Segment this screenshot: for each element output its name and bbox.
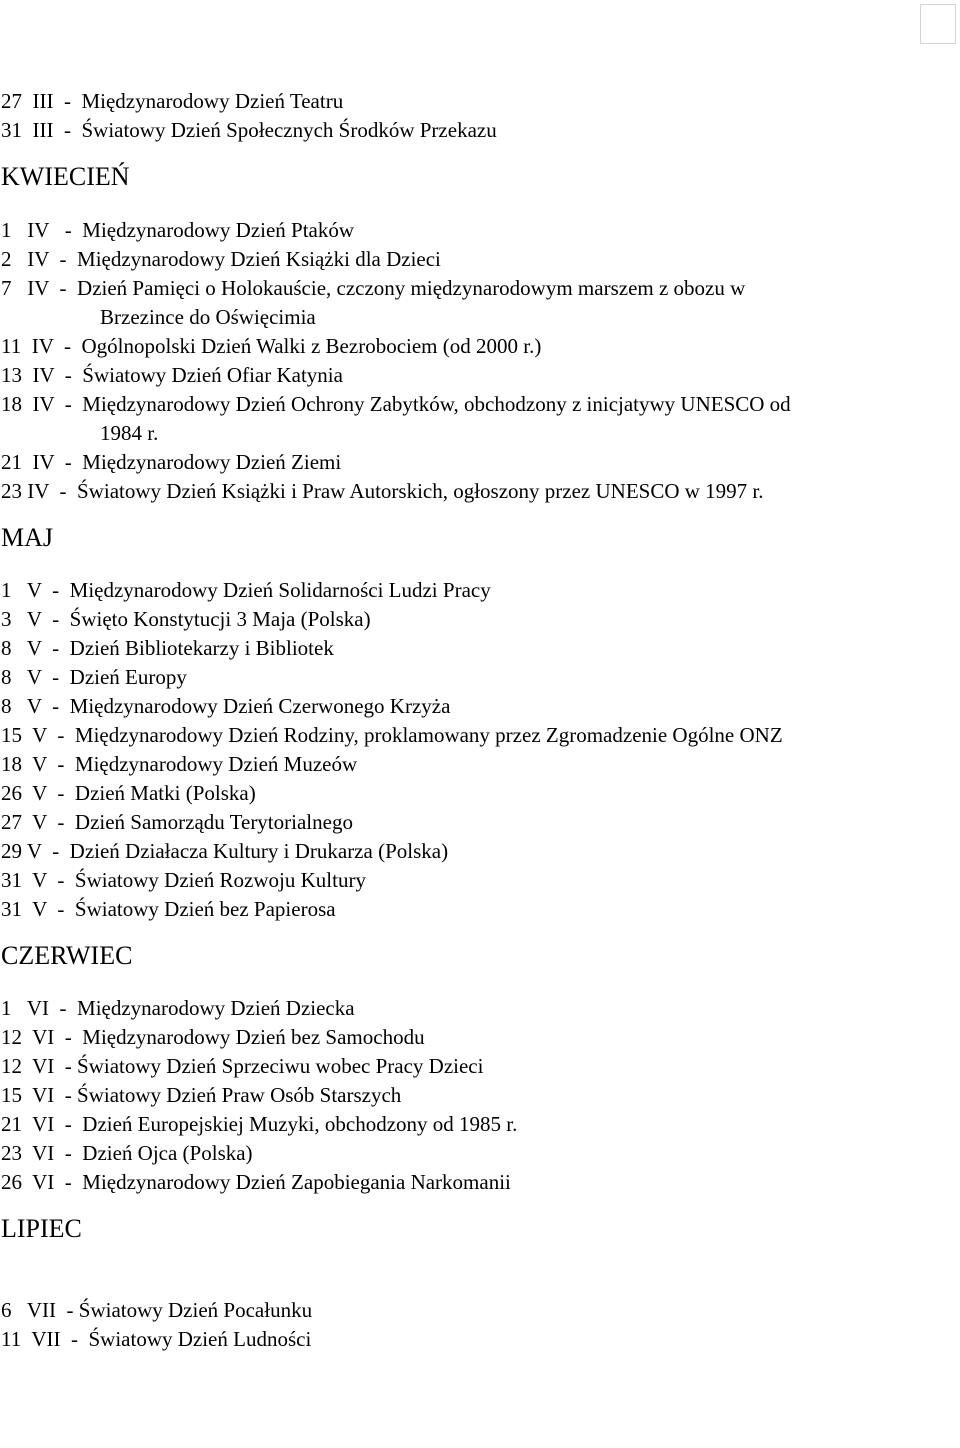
list-item (1, 477, 956, 506)
entry-text: 3 V - Święto Konstytucji 3 Maja (Polska) (1, 607, 371, 631)
list-item (1, 721, 956, 750)
list-item-continuation (1, 419, 956, 448)
entry-text: 26 VI - Międzynarodowy Dzień Zapobiegania Narkomanii (1, 1170, 511, 1194)
entry-text: 23 VI - Dzień Ojca (Polska) (1, 1141, 253, 1165)
list-item (1, 1139, 956, 1168)
list-item (1, 1052, 956, 1081)
list-item (1, 390, 956, 419)
list-item (1, 332, 956, 361)
entry-text: 27 III - Międzynarodowy Dzień Teatru (1, 89, 344, 113)
list-item (1, 448, 956, 477)
list-item (1, 866, 956, 895)
entry-text: 1 V - Międzynarodowy Dzień Solidarności Ludzi Pracy (1, 578, 491, 602)
entry-text: 31 III - Światowy Dzień Społecznych Środków Przekazu (1, 118, 497, 142)
entry-text: 6 VII - Światowy Dzień Pocałunku (1, 1298, 313, 1322)
entry-text: 1 VI - Międzynarodowy Dzień Dziecka (1, 996, 355, 1020)
entry-text: 11 IV - Ogólnopolski Dzień Walki z Bezrobociem (od 2000 r.) (1, 334, 542, 358)
entry-text: 11 VII - Światowy Dzień Ludności (1, 1327, 312, 1351)
entry-text: 1 IV - Międzynarodowy Dzień Ptaków (1, 218, 355, 242)
list-item (1, 216, 956, 245)
list-item (1, 1110, 956, 1139)
list-item (1, 663, 956, 692)
entry-text: 21 IV - Międzynarodowy Dzień Ziemi (1, 450, 342, 474)
list-item (1, 750, 956, 779)
entry-text: 1984 r. (100, 421, 159, 445)
entry-text: Brzezince do Oświęcimia (100, 305, 316, 329)
entry-text: 29 V - Dzień Działacza Kultury i Drukarza (Polska) (1, 839, 449, 863)
document-page (1, 87, 956, 1354)
list-item (1, 605, 956, 634)
list-item (1, 634, 956, 663)
section-heading-april: KWIECIEŃ (1, 162, 130, 191)
entry-text: 23 IV - Światowy Dzień Książki i Praw Autorskich, ogłoszony przez UNESCO w 1997 r. (1, 479, 764, 503)
entry-text: 26 V - Dzień Matki (Polska) (1, 781, 256, 805)
list-item (1, 1296, 956, 1325)
list-item (1, 692, 956, 721)
list-item (1, 576, 956, 605)
entry-text: 12 VI - Światowy Dzień Sprzeciwu wobec Pracy Dzieci (1, 1054, 484, 1078)
list-item (1, 245, 956, 274)
entry-text: 15 VI - Światowy Dzień Praw Osób Starszych (1, 1083, 402, 1107)
entry-text: 18 V - Międzynarodowy Dzień Muzeów (1, 752, 358, 776)
entry-text: 8 V - Dzień Europy (1, 665, 187, 689)
list-item-continuation (1, 303, 956, 332)
list-item (1, 87, 956, 116)
list-item (1, 1081, 956, 1110)
list-item (1, 837, 956, 866)
entry-text: 31 V - Światowy Dzień Rozwoju Kultury (1, 868, 366, 892)
entry-text: 15 V - Międzynarodowy Dzień Rodziny, proklamowany przez Zgromadzenie Ogólne ONZ (1, 723, 783, 747)
section-heading-may: MAJ (1, 523, 54, 552)
list-item (1, 116, 956, 145)
entry-text: 13 IV - Światowy Dzień Ofiar Katynia (1, 363, 343, 387)
entry-text: 2 IV - Międzynarodowy Dzień Książki dla Dzieci (1, 247, 441, 271)
list-item (1, 1023, 956, 1052)
entry-text: 8 V - Dzień Bibliotekarzy i Bibliotek (1, 636, 334, 660)
list-item (1, 274, 956, 303)
entry-text: 7 IV - Dzień Pamięci o Holokauście, czczony międzynarodowym marszem z obozu w (1, 276, 746, 300)
entry-text: 21 VI - Dzień Europejskiej Muzyki, obchodzony od 1985 r. (1, 1112, 518, 1136)
entry-text: 18 IV - Międzynarodowy Dzień Ochrony Zabytków, obchodzony z inicjatywy UNESCO od (1, 392, 791, 416)
list-item (1, 1168, 956, 1197)
corner-box (920, 4, 956, 44)
entry-text: 31 V - Światowy Dzień bez Papierosa (1, 897, 336, 921)
list-item (1, 361, 956, 390)
list-item (1, 1325, 956, 1354)
entry-text: 27 V - Dzień Samorządu Terytorialnego (1, 810, 353, 834)
entry-text: 8 V - Międzynarodowy Dzień Czerwonego Krzyża (1, 694, 451, 718)
list-item (1, 895, 956, 924)
section-heading-june: CZERWIEC (1, 941, 133, 970)
entry-text: 12 VI - Międzynarodowy Dzień bez Samochodu (1, 1025, 425, 1049)
list-item (1, 808, 956, 837)
section-heading-july: LIPIEC (1, 1214, 82, 1243)
list-item (1, 779, 956, 808)
list-item (1, 994, 956, 1023)
